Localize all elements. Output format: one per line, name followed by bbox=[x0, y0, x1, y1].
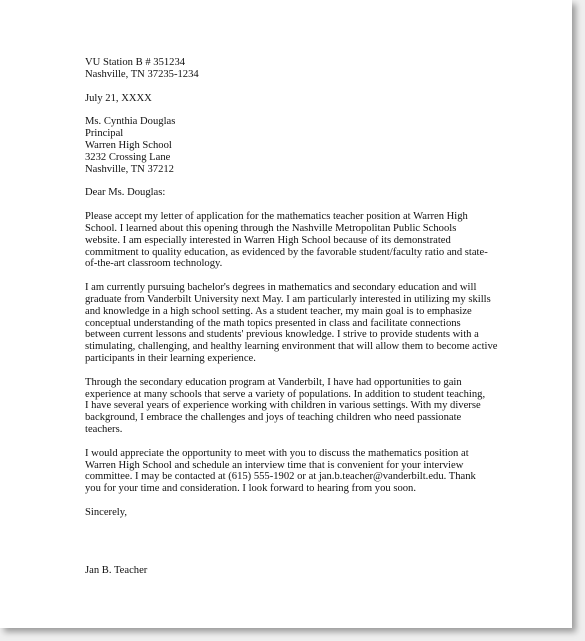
paragraph-line: I would appreciate the opportunity to meet with you to discuss the mathematics position at bbox=[85, 447, 469, 459]
signature-name: Jan B. Teacher bbox=[85, 564, 148, 576]
paragraph-line: Warren High School and schedule an interview time that is convenient for your interview bbox=[85, 459, 464, 471]
paragraph-line: teachers. bbox=[85, 423, 123, 435]
salutation: Dear Ms. Douglas: bbox=[85, 187, 166, 199]
paragraph-line: stimulating, challenging, and healthy learning environment that will allow them to become active bbox=[85, 341, 498, 353]
recipient-address bbox=[85, 116, 490, 175]
recipient-name: Ms. Cynthia Douglas bbox=[85, 116, 176, 128]
sender-address-line-1: VU Station B # 351234 bbox=[85, 57, 186, 68]
paragraph-line: and knowledge in a high school setting. As a student teacher, my main goal is to emphasize bbox=[85, 305, 472, 317]
paragraph-4 bbox=[85, 448, 490, 495]
paragraph-1 bbox=[85, 211, 490, 270]
paragraph-line: Please accept my letter of application for the mathematics teacher position at Warren High bbox=[85, 211, 468, 223]
paragraph-line: committee. I may be contacted at (615) 555-1902 or at jan.b.teacher@vanderbilt.edu. Thank bbox=[85, 471, 476, 483]
paragraph-line: you for your time and consideration. I look forward to hearing from you soon. bbox=[85, 483, 416, 495]
sender-address bbox=[85, 57, 490, 81]
paragraph-line: I have several years of experience working with children in various settings. With my diverse bbox=[85, 400, 481, 412]
recipient-title: Principal bbox=[85, 128, 124, 140]
recipient-city: Nashville, TN 37212 bbox=[85, 163, 174, 175]
paragraph-line: I am currently pursuing bachelor's degrees in mathematics and secondary education and will bbox=[85, 282, 477, 294]
paragraph-line: background, I embrace the challenges and joys of teaching children who need passionate bbox=[85, 412, 462, 424]
paragraph-line: graduate from Vanderbilt University next May. I am particularly interested in utilizing my skills bbox=[85, 293, 491, 305]
letter-body bbox=[85, 57, 498, 577]
paragraph-line: Through the secondary education program at Vanderbilt, I have had opportunities to gain bbox=[85, 376, 462, 388]
sender-address-line-2: Nashville, TN 37235-1234 bbox=[85, 68, 199, 80]
paragraph-line: experience at many schools that serve a variety of populations. In addition to student teaching, bbox=[85, 388, 486, 400]
paragraph-line: of-the-art classroom technology. bbox=[85, 258, 223, 270]
recipient-organization: Warren High School bbox=[85, 139, 172, 151]
paragraph-line: commitment to quality education, as evidenced by the favorable student/faculty ratio and state- bbox=[85, 246, 488, 258]
paragraph-line: participants in their learning experience. bbox=[85, 352, 256, 364]
letter-date: July 21, XXXX bbox=[85, 92, 152, 104]
paragraph-line: between current lessons and students' previous knowledge. I strive to provide students with a bbox=[85, 329, 479, 341]
paragraph-line: School. I learned about this opening through the Nashville Metropolitan Public Schools bbox=[85, 222, 457, 234]
closing: Sincerely, bbox=[85, 506, 127, 518]
paragraph-3 bbox=[85, 377, 490, 436]
paragraph-2 bbox=[85, 282, 498, 365]
paragraph-line: conceptual understanding of the math topics presented in class and facilitate connections bbox=[85, 317, 461, 329]
paragraph-line: website. I am especially interested in Warren High School because of its demonstrated bbox=[85, 234, 451, 246]
recipient-street: 3232 Crossing Lane bbox=[85, 151, 171, 163]
